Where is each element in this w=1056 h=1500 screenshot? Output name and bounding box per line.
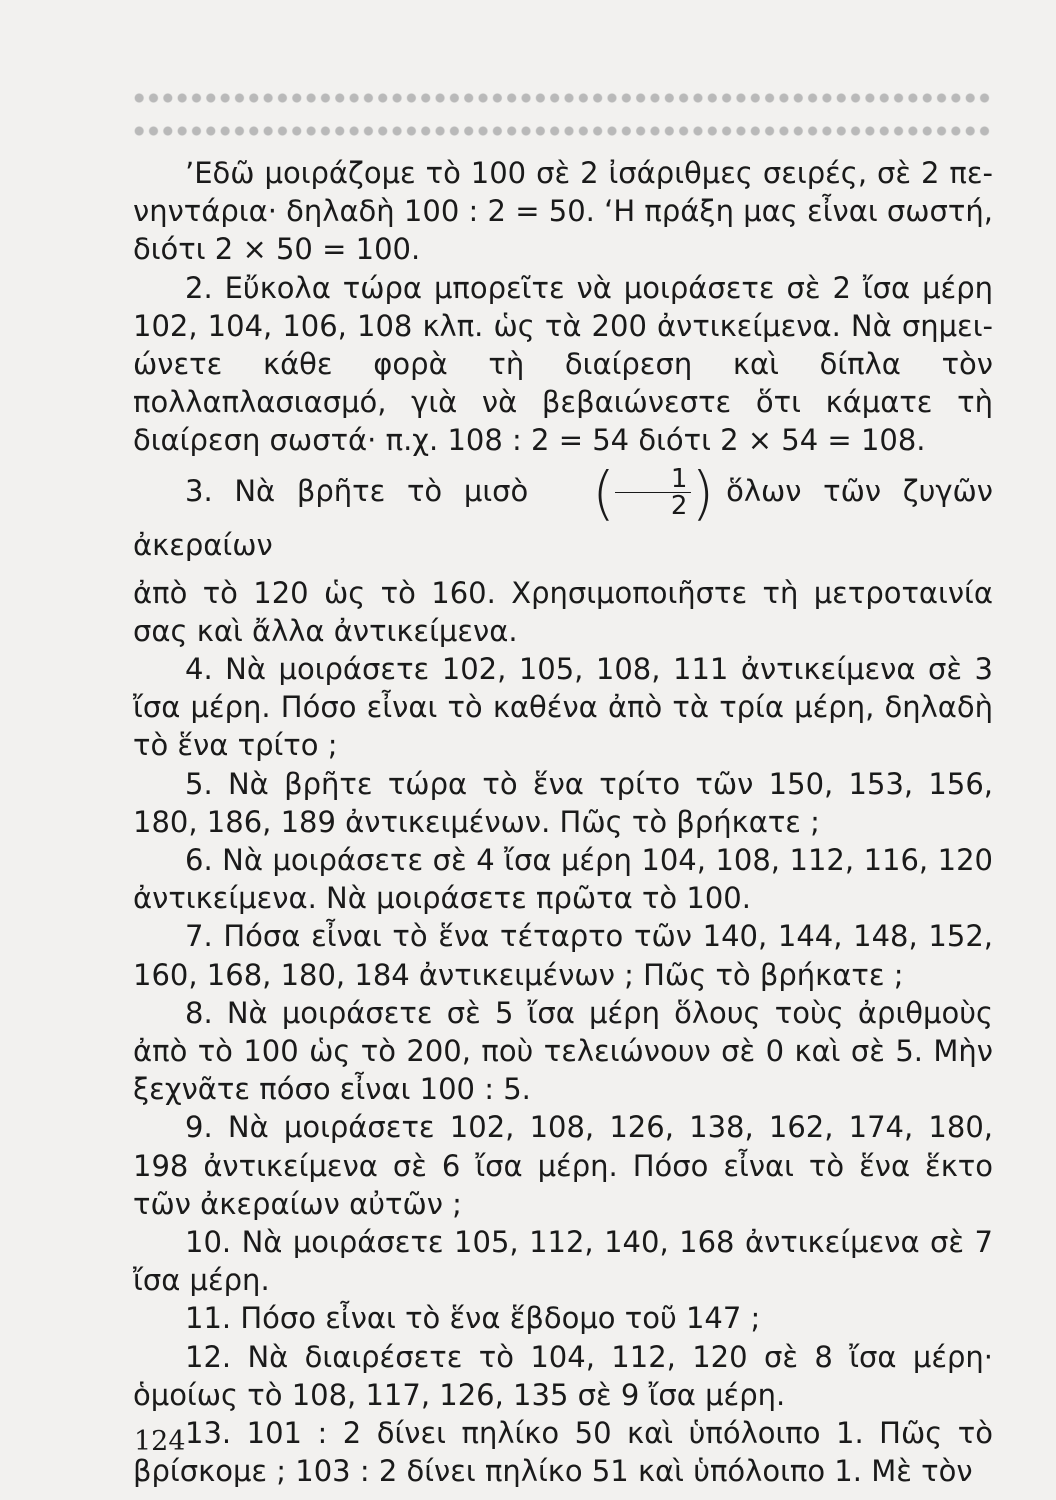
exercise-3-tail: ὅλων τῶν ζυγῶν ἀκεραίων bbox=[133, 473, 994, 562]
exercise-5: 5. Νὰ βρῆτε τώρα τὸ ἕνα τρίτο τῶν 150, 153, 156, 180, 186, 189 ἀντικειμένων. Πῶς τὸ βρήκατε ; bbox=[133, 766, 993, 839]
exercise-9: 9. Νὰ μοιράσετε 102, 108, 126, 138, 162, 174, 180, 198 ἀντικείμενα σὲ 6 ἴσα μέρη. Πόσο εἶναι τὸ ἕνα ἕκτο τῶν ἀκεραίων αὐτῶν ; bbox=[133, 1110, 993, 1221]
exercise-4: 4. Νὰ μοιράσετε 102, 105, 108, 111 ἀντικείμενα σὲ 3 ἴσα μέρη. Πόσο εἶναι τὸ καθένα ἀπὸ τὰ τρία μέρη, δηλαδὴ τὸ ἕνα τρίτο ; bbox=[133, 652, 993, 763]
fraction-one-half: ( $\frac{1}{2}$ ) bbox=[592, 458, 715, 527]
exercise-13: 13. 101 : 2 δίνει πηλίκο 50 καὶ ὑπόλοιπο 1. Πῶς τὸ βρίσκομε ; 103 : 2 δίνει πηλίκο 51 καὶ ὑπόλοιπο 1. Μὲ τὸν bbox=[133, 1416, 993, 1489]
exercise-6: 6. Νὰ μοιράσετε σὲ 4 ἴσα μέρη 104, 108, 112, 116, 120 ἀντικείμενα. Νὰ μοιράσετε πρῶτα τὸ 100. bbox=[133, 843, 993, 916]
exercise-3-continued: ἀπὸ τὸ 120 ὡς τὸ 160. Χρησιμοποιῆστε τὴ μετροταινία σας καὶ ἄλλα ἀντικείμενα. bbox=[133, 575, 993, 648]
exercise-7: 7. Πόσα εἶναι τὸ ἕνα τέταρτο τῶν 140, 144, 148, 152, 160, 168, 180, 184 ἀντικειμένων ; Πῶς τὸ βρήκατε ; bbox=[133, 919, 993, 992]
fraction-numerator: 1 bbox=[615, 466, 692, 493]
exercise-3 bbox=[133, 458, 994, 568]
exercise-11: 11. Πόσο εἶναι τὸ ἕνα ἕβδομο τοῦ 147 ; bbox=[185, 1301, 761, 1336]
paragraph-intro: ’Εδῶ μοιράζομε τὸ 100 σὲ 2 ἰσάριθμες σειρές, σὲ 2 πενηντάρια· δηλαδὴ 100 : 2 = 50. ‘Η πράξη μας εἶναι σωστή, διότι 2 × 50 = 100. bbox=[133, 156, 993, 267]
exercise-10: 10. Νὰ μοιράσετε 105, 112, 140, 168 ἀντικείμενα σὲ 7 ἴσα μέρη. bbox=[133, 1225, 993, 1298]
fraction-denominator: 2 bbox=[670, 491, 688, 522]
dotted-ornament-bottom bbox=[132, 125, 992, 137]
dotted-ornament-top bbox=[132, 92, 992, 104]
exercise-12: 12. Νὰ διαιρέσετε τὸ 104, 112, 120 σὲ 8 ἴσα μέρη· ὁμοίως τὸ 108, 117, 126, 135 σὲ 9 ἴσα μέρη. bbox=[133, 1339, 993, 1412]
page-body bbox=[133, 154, 993, 1491]
page-number: 124 bbox=[134, 1426, 186, 1457]
exercise-3-lead: 3. Νὰ βρῆτε τὸ μισὸ bbox=[185, 473, 529, 508]
exercise-2: 2. Εὔκολα τώρα μπορεῖτε νὰ μοιράσετε σὲ 2 ἴσα μέρη 102, 104, 106, 108 κλπ. ὡς τὰ 200 ἀντικείμενα. Νὰ σημειώνετε κάθε φορὰ τὴ διαίρεση καὶ δίπλα τὸν πολλαπλασιασμό, γιὰ νὰ βεβαιώνεστε ὅτι κάματε τὴ διαίρεση σωστά· π.χ. 108 : 2 = 54 διότι 2 × 54 = 108. bbox=[133, 270, 993, 458]
exercise-8: 8. Νὰ μοιράσετε σὲ 5 ἴσα μέρη ὅλους τοὺς ἀριθμοὺς ἀπὸ τὸ 100 ὡς τὸ 200, ποὺ τελειώνουν σὲ 0 καὶ σὲ 5. Μὴν ξεχνᾶτε πόσο εἶναι 100 : 5. bbox=[133, 995, 993, 1107]
